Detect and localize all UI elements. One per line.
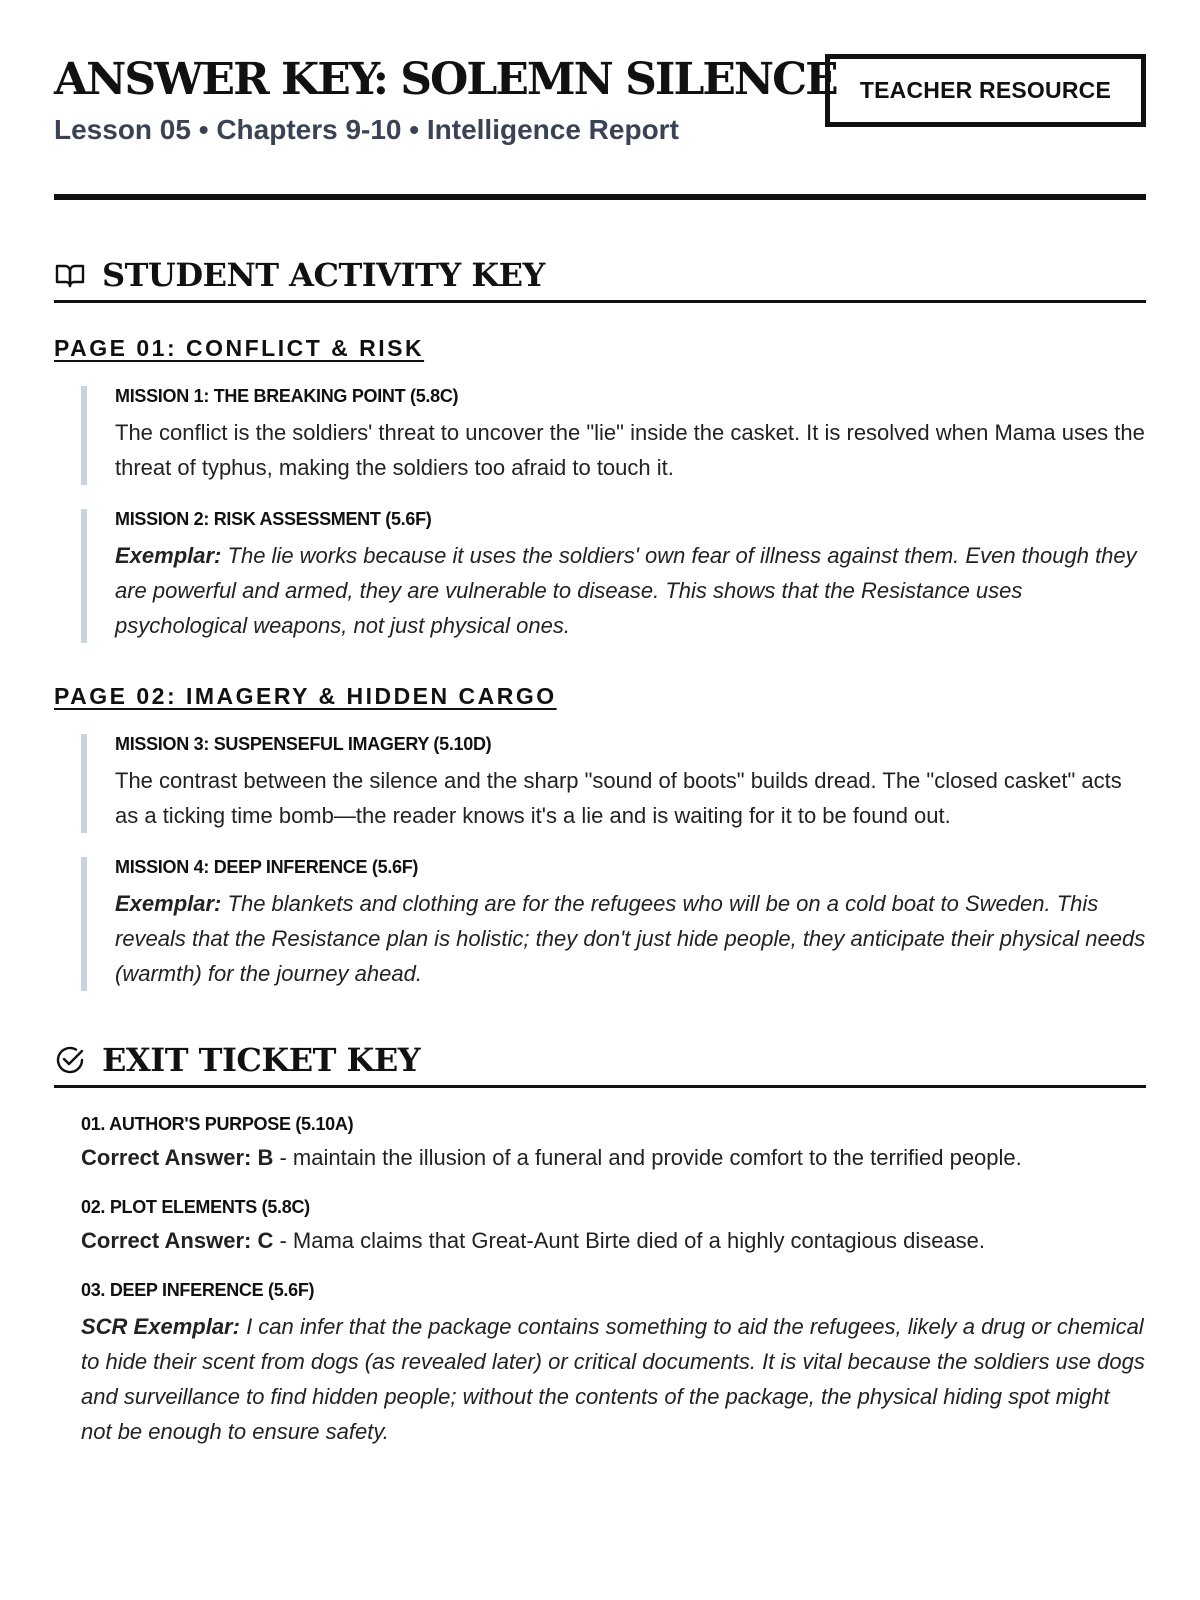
student-activity-key-heading (54, 256, 1146, 303)
mission-title: MISSION 2: RISK ASSESSMENT (5.6F) (115, 509, 432, 529)
section-title: EXIT TICKET KEY (102, 1041, 421, 1079)
exit-question-2 (81, 1197, 1146, 1254)
mission-answer: The conflict is the soldiers' threat to uncover the "lie" inside the casket. It is resolved when Mama uses the threat of typhus, making the soldiers too afraid to touch it. (115, 420, 1145, 480)
answer-label: Correct Answer: B (81, 1145, 274, 1170)
mission-1 (81, 386, 1146, 485)
scr-text: I can infer that the package contains something to aid the refugees, likely a drug or chemical to hide their scent from dogs (as revealed later) or critical documents. It is vital because the soldiers use dogs and surveillance to find hidden people; without the contents of the package, the physical hiding spot might not be enough to ensure safety. (81, 1314, 1145, 1444)
open-book-icon (54, 259, 86, 291)
mission-3 (81, 734, 1146, 833)
mission-2 (81, 509, 1146, 643)
page-02-label: PAGE 02: IMAGERY & HIDDEN CARGO (54, 683, 557, 709)
teacher-resource-badge: TEACHER RESOURCE (825, 54, 1146, 127)
mission-exemplar (115, 886, 1146, 991)
question-title: 01. AUTHOR'S PURPOSE (5.10A) (81, 1114, 354, 1134)
answer-text: - Mama claims that Great-Aunt Birte died of a highly contagious disease. (273, 1228, 986, 1253)
exit-question-1 (81, 1114, 1146, 1171)
exemplar-label: Exemplar: (115, 891, 222, 916)
mission-title: MISSION 4: DEEP INFERENCE (5.6F) (115, 857, 419, 877)
mission-answer: The contrast between the silence and the sharp "sound of boots" builds dread. The "closed casket" acts as a ticking time bomb—the reader knows it's a lie and is waiting for it to be found out. (115, 768, 1122, 828)
scr-label: SCR Exemplar: (81, 1314, 240, 1339)
mission-title: MISSION 1: THE BREAKING POINT (5.8C) (115, 386, 459, 406)
answer-label: Correct Answer: C (81, 1228, 274, 1253)
exit-ticket-key-heading (54, 1041, 1146, 1088)
page-title: ANSWER KEY: SOLEMN SILENCE (54, 54, 837, 105)
correct-answer (81, 1145, 1146, 1171)
mission-exemplar (115, 538, 1146, 643)
question-title: 02. PLOT ELEMENTS (5.8C) (81, 1197, 310, 1217)
page-01-label: PAGE 01: CONFLICT & RISK (54, 335, 425, 361)
section-title: STUDENT ACTIVITY KEY (102, 256, 545, 294)
exit-question-3 (81, 1280, 1146, 1449)
exemplar-text: The lie works because it uses the soldiers' own fear of illness against them. Even though they are powerful and armed, they are vulnerable to disease. This shows that the Resistance uses psychological weapons, not just physical ones. (115, 543, 1137, 638)
page-header (54, 0, 1146, 200)
page-subtitle: Lesson 05 • Chapters 9-10 • Intelligence Report (54, 114, 679, 146)
answer-text: - maintain the illusion of a funeral and provide comfort to the terrified people. (273, 1145, 1022, 1170)
exemplar-text: The blankets and clothing are for the refugees who will be on a cold boat to Sweden. This reveals that the Resistance plan is holistic; they don't just hide people, they anticipate their physical needs (warmth) for the journey ahead. (115, 891, 1146, 986)
mission-4 (81, 857, 1146, 991)
question-title: 03. DEEP INFERENCE (5.6F) (81, 1280, 315, 1300)
scr-exemplar (81, 1309, 1146, 1449)
check-circle-icon (54, 1044, 86, 1076)
exemplar-label: Exemplar: (115, 543, 222, 568)
mission-title: MISSION 3: SUSPENSEFUL IMAGERY (5.10D) (115, 734, 492, 754)
correct-answer (81, 1228, 1146, 1254)
